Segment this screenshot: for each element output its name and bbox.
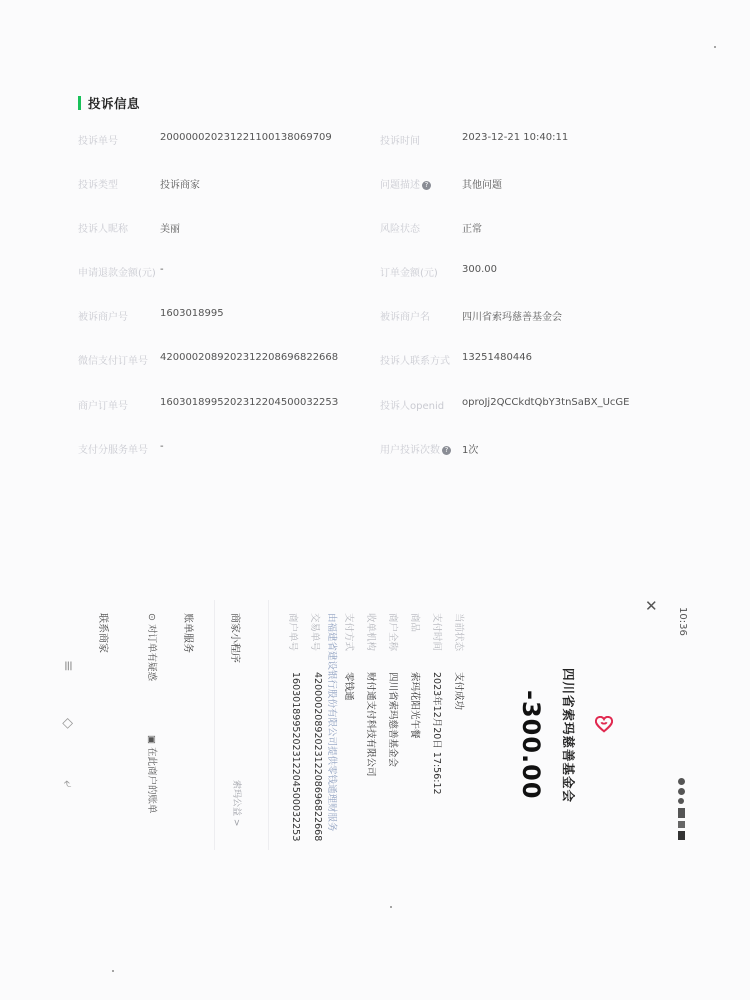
divider bbox=[268, 600, 269, 850]
divider bbox=[214, 600, 215, 850]
contact-merchant-button[interactable]: 联系商家 bbox=[97, 613, 108, 653]
merchant-id-value: 1603018995 bbox=[160, 308, 224, 319]
help-icon[interactable]: ? bbox=[442, 446, 451, 455]
complainant-nickname-label: 投诉人昵称 bbox=[78, 224, 128, 235]
problem-description-label: 问题描述 ? bbox=[380, 176, 431, 191]
order-amount-value: 300.00 bbox=[462, 264, 497, 275]
status-bar-icons bbox=[678, 778, 686, 840]
nav-home-icon[interactable]: ◇ bbox=[60, 718, 76, 729]
mini-program-label: 商家小程序 bbox=[229, 613, 240, 663]
receipt-label: 支付方式 bbox=[343, 613, 354, 652]
receipt-label: 交易单号 bbox=[309, 613, 320, 652]
problem-description-value: 其他问题 bbox=[462, 180, 502, 191]
merchant-id-label: 被诉商户号 bbox=[78, 312, 128, 323]
status-bar-time: 10:36 bbox=[677, 607, 688, 636]
merchant-name-label: 被诉商户名 bbox=[380, 312, 430, 323]
receipt-pay-method-value: 零钱通 bbox=[343, 672, 354, 701]
receipt-pay-time-value: 2023年12月20日 17:56:12 bbox=[431, 672, 442, 795]
complaint-time-label: 投诉时间 bbox=[380, 136, 420, 147]
order-amount-label: 订单金额(元) bbox=[380, 268, 438, 279]
merchant-order-id-value: 160301899520231220450003225З bbox=[160, 397, 339, 408]
receipt-amount: -300.00 bbox=[517, 690, 545, 800]
receipt-product-value: 索玛花阳光午餐 bbox=[409, 672, 420, 739]
risk-status-label: 风险状态 bbox=[380, 224, 420, 235]
complainant-contact-value: 13251480446 bbox=[462, 352, 532, 363]
nav-menu-icon[interactable]: ≡ bbox=[60, 660, 76, 672]
receipt-merchant-name: 四川省索玛慈善基金会 bbox=[561, 668, 576, 804]
payscore-order-id-value: - bbox=[160, 441, 164, 452]
complainant-openid-label: 投诉人openid bbox=[380, 401, 445, 412]
complaint-id-label: 投诉单号 bbox=[78, 136, 118, 147]
receipt-status-value: 支付成功 bbox=[453, 672, 464, 711]
receipt-transaction-id: 4200002089202312208696822668 bbox=[312, 672, 323, 842]
receipt-service-note-link[interactable]: 由福建省建设银行股份有限公司提供零钱通理财服务 bbox=[326, 613, 337, 832]
complaint-time-value: 2023-12-21 10:40:11 bbox=[462, 132, 569, 143]
risk-status-value: 正常 bbox=[462, 224, 482, 235]
title-accent-bar bbox=[78, 96, 81, 110]
payscore-order-id-label: 支付分服务单号 bbox=[78, 445, 148, 456]
bill-service-label: 账单服务 bbox=[182, 613, 193, 653]
scan-speck bbox=[714, 46, 716, 48]
receipt-label: 收单机构 bbox=[365, 613, 376, 652]
complaint-id-value: 200000020231221100138069709 bbox=[160, 132, 332, 143]
mini-program-link[interactable]: 索玛公益 > bbox=[231, 780, 241, 827]
receipt-label: 支付时间 bbox=[431, 613, 442, 652]
section-title: 投诉信息 bbox=[88, 96, 141, 111]
section-header bbox=[78, 95, 140, 111]
receipt-label: 商品 bbox=[409, 613, 420, 633]
complainant-openid-value: oproJj2QCCkdtQbY3tnSaBX_UcGE bbox=[462, 397, 630, 408]
close-icon[interactable]: ✕ bbox=[645, 597, 658, 615]
wechat-order-id-label: 微信支付订单号 bbox=[78, 356, 148, 367]
receipt-acquirer-value: 财付通支付科技有限公司 bbox=[365, 672, 376, 777]
receipt-label: 商户全称 bbox=[387, 613, 398, 652]
merchant-order-id-label: 商户订单号 bbox=[78, 401, 128, 412]
help-icon[interactable]: ? bbox=[422, 181, 431, 190]
merchant-heart-logo-icon bbox=[595, 716, 613, 734]
complaint-type-value: 投诉商家 bbox=[160, 180, 200, 191]
scan-speck bbox=[390, 906, 392, 908]
merchant-name-value: 四川省索玛慈善基金会 bbox=[462, 312, 562, 323]
scan-speck bbox=[112, 970, 114, 972]
receipt-label: 当前状态 bbox=[453, 613, 464, 652]
receipt-merchant-order-id: 160301899520231220450003225З bbox=[290, 672, 301, 842]
complaint-count-label: 用户投诉次数 ? bbox=[380, 441, 451, 456]
complainant-nickname-value: 美丽 bbox=[160, 224, 180, 235]
order-question-action[interactable]: ⊙ 对订单有疑惑 bbox=[146, 613, 157, 681]
complaint-type-label: 投诉类型 bbox=[78, 180, 118, 191]
refund-amount-value: - bbox=[160, 264, 164, 275]
refund-amount-label: 申请退款金额(元) bbox=[78, 268, 156, 279]
nav-back-icon[interactable]: ⤶ bbox=[60, 780, 76, 788]
receipt-label: 商户单号 bbox=[287, 613, 298, 652]
receipt-merchant-full-name: 四川省索玛慈善基金会 bbox=[387, 672, 398, 768]
wechat-order-id-value: 4200002089202312208696822668 bbox=[160, 352, 339, 363]
merchant-bills-action[interactable]: ▣ 在此商户的账单 bbox=[146, 735, 157, 814]
complainant-contact-label: 投诉人联系方式 bbox=[380, 356, 450, 367]
complaint-count-value: 1次 bbox=[462, 445, 479, 456]
